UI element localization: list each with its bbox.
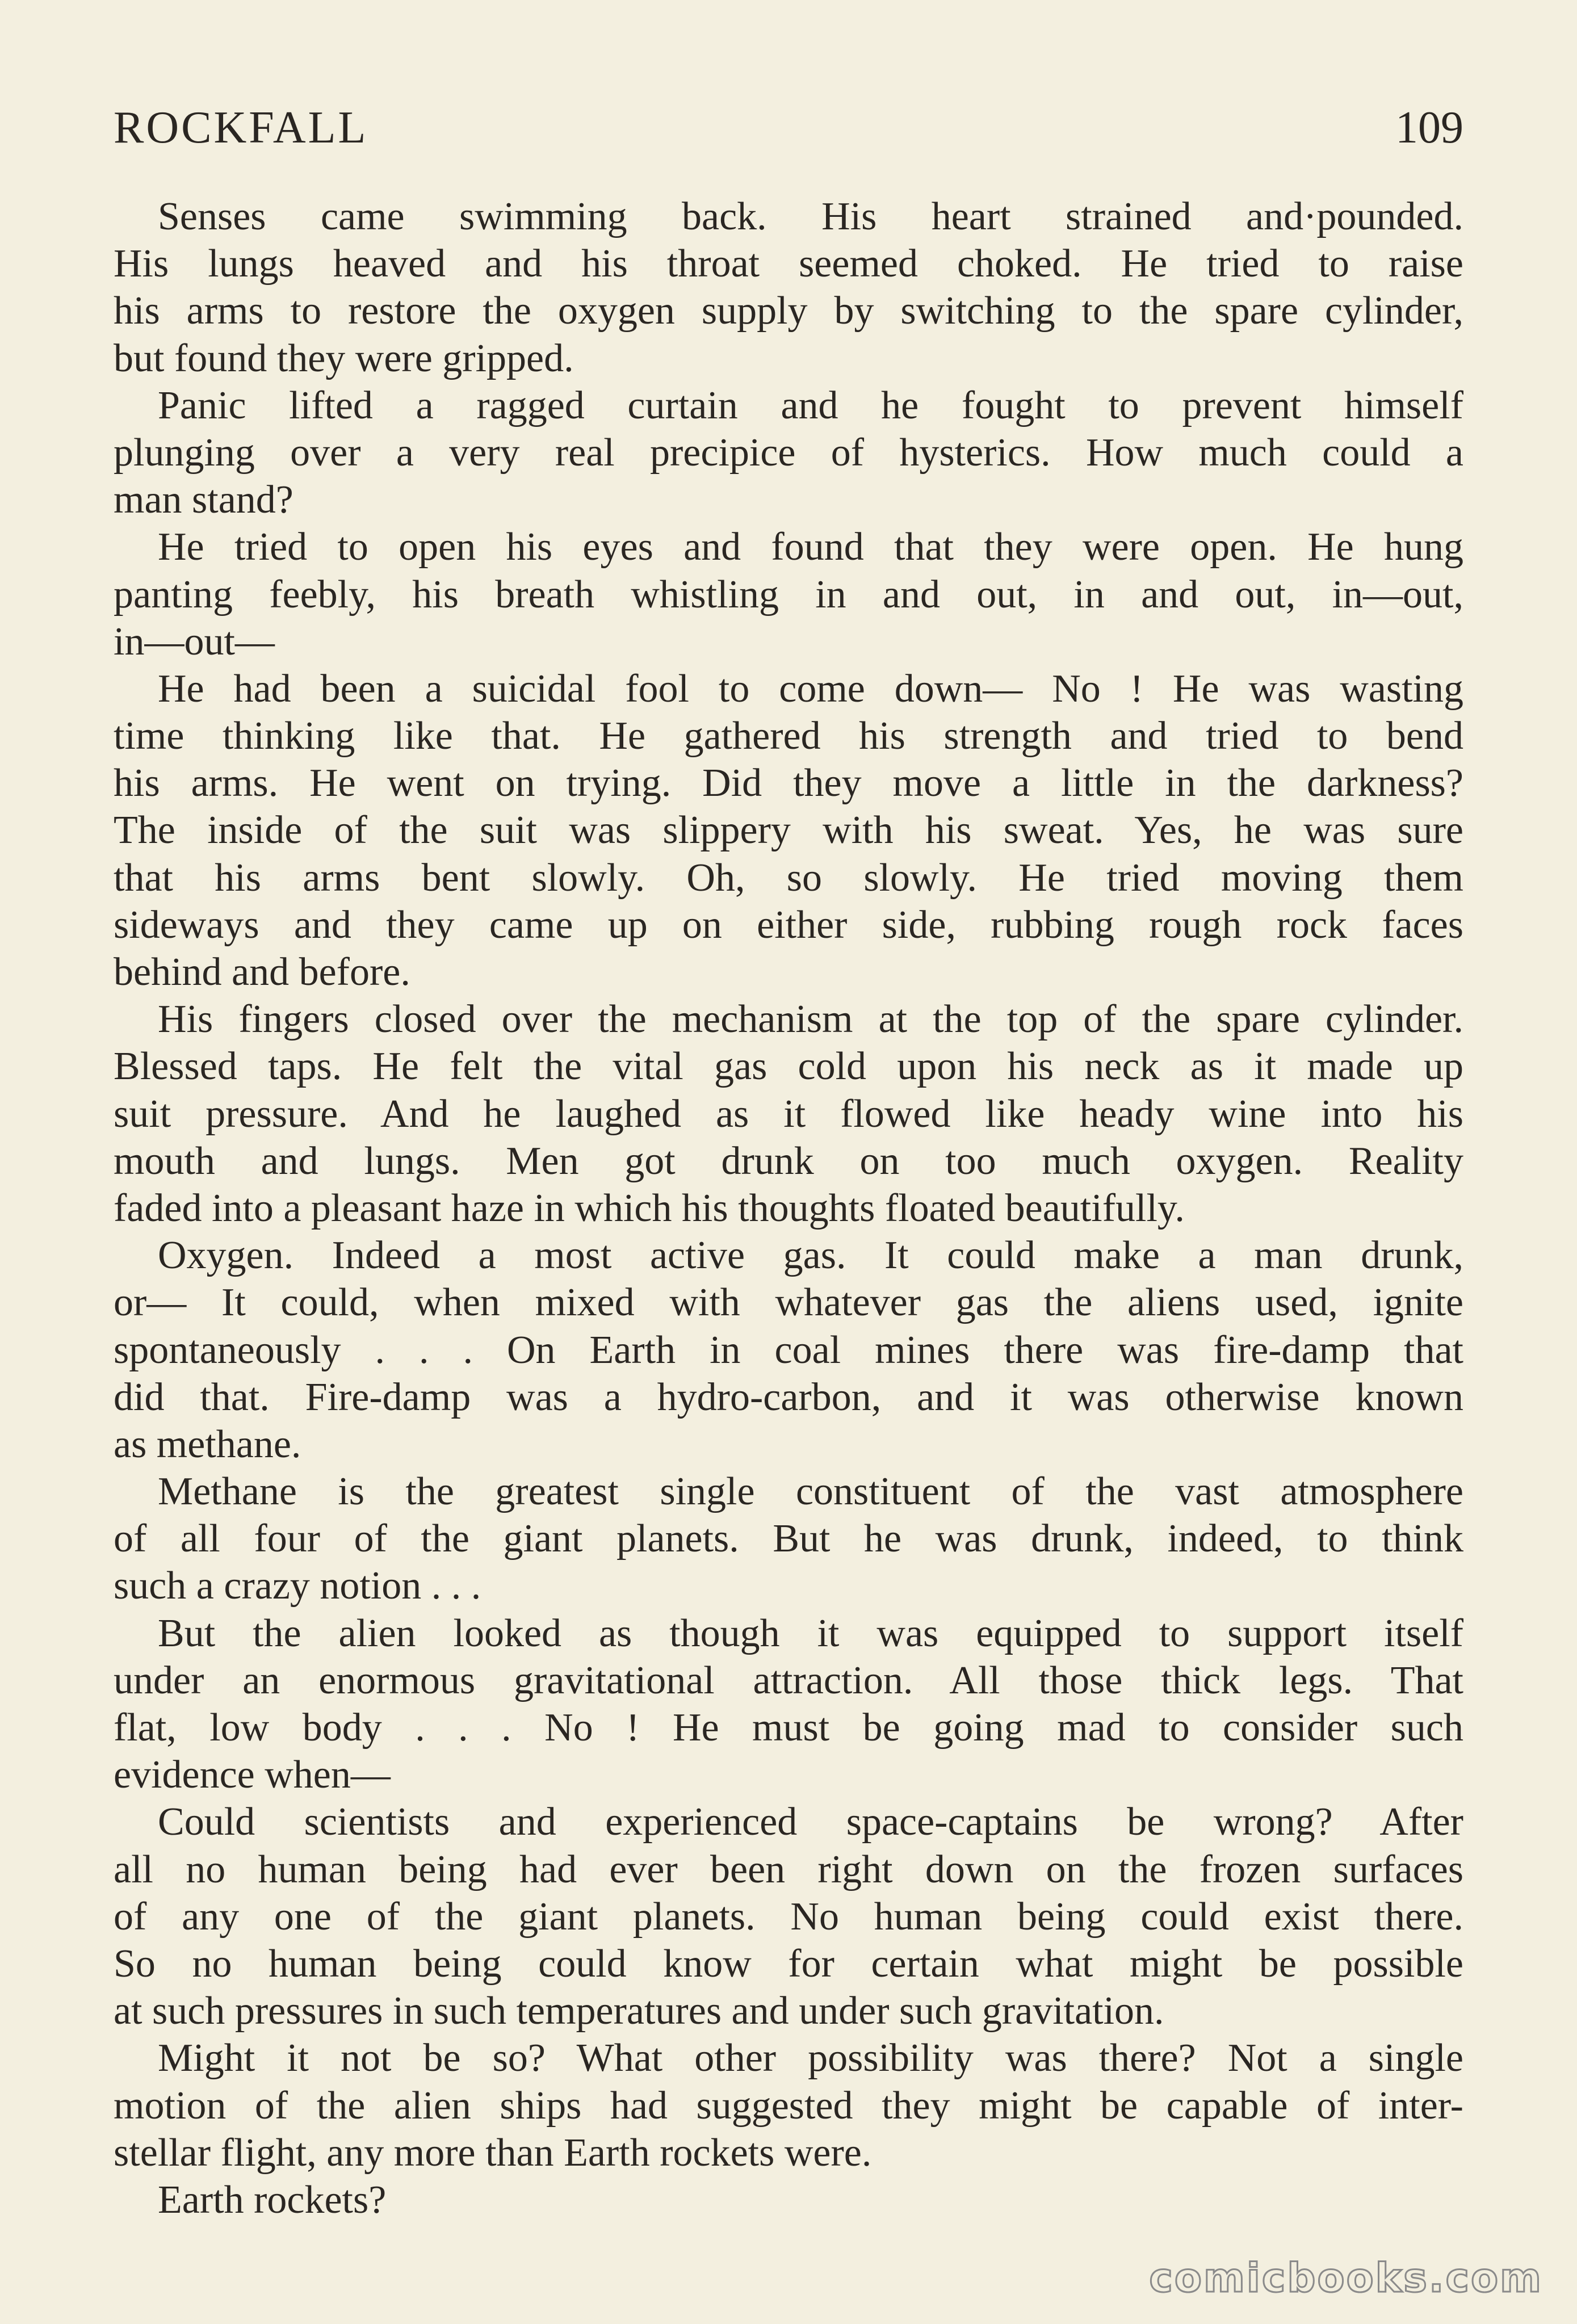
- text-line: stellar flight, any more than Earth rockets were.: [114, 2130, 872, 2175]
- text-line: His fingers closed over the mechanism at the top of the spare cylinder.: [158, 997, 1463, 1042]
- text-line: at such pressures in such temperatures and under such gravitation.: [114, 1989, 1164, 2033]
- text-line: in—out—: [114, 619, 275, 664]
- text-line: of all four of the giant planets. But he was drunk, indeed, to think: [114, 1517, 1463, 1561]
- text-line: or— It could, when mixed with whatever gas the aliens used, ignite: [114, 1281, 1463, 1325]
- text-line: suit pressure. And he laughed as it flowed like heady wine into his: [114, 1092, 1463, 1136]
- text-line: panting feebly, his breath whistling in and out, in and out, in—out,: [114, 572, 1463, 616]
- text-line: faded into a pleasant haze in which his thoughts floated beautifully.: [114, 1186, 1185, 1230]
- text-line: He tried to open his eyes and found that they were open. He hung: [158, 525, 1463, 569]
- text-line: Oxygen. Indeed a most active gas. It could make a man drunk,: [158, 1234, 1463, 1278]
- text-line: sideways and they came up on either side, rubbing rough rock faces: [114, 903, 1463, 947]
- text-line: under an enormous gravitational attraction. All those thick legs. That: [114, 1658, 1463, 1702]
- text-line: His lungs heaved and his throat seemed choked. He tried to raise: [114, 242, 1463, 286]
- text-line: Blessed taps. He felt the vital gas cold upon his neck as it made up: [114, 1044, 1463, 1089]
- text-line: Might it not be so? What other possibility was there? Not a single: [158, 2036, 1463, 2080]
- text-line: behind and before.: [114, 950, 410, 994]
- text-line: Panic lifted a ragged curtain and he fought to prevent himself: [158, 383, 1463, 427]
- running-head: [114, 97, 1463, 159]
- text-line: Could scientists and experienced space-captains be wrong? After: [158, 1800, 1463, 1844]
- text-line: man stand?: [114, 478, 293, 522]
- text-line: Senses came swimming back. His heart strained and·pounded.: [158, 195, 1463, 238]
- text-line: as methane.: [114, 1422, 301, 1466]
- running-title: ROCKFALL: [114, 103, 368, 153]
- text-line: motion of the alien ships had suggested they might be capable of inter-: [114, 2083, 1463, 2128]
- text-line: He had been a suicidal fool to come down— No ! He was wasting: [158, 666, 1463, 711]
- text-line: time thinking like that. He gathered his strength and tried to bend: [114, 714, 1463, 758]
- body-text: [114, 193, 1463, 2224]
- text-line: of any one of the giant planets. No human being could exist there.: [114, 1894, 1463, 1939]
- text-line: evidence when—: [114, 1753, 391, 1797]
- text-line: his arms. He went on trying. Did they move a little in the darkness?: [114, 761, 1463, 806]
- text-line: So no human being could know for certain what might be possible: [114, 1941, 1463, 1986]
- text-line: flat, low body . . . No ! He must be going mad to consider such: [114, 1706, 1463, 1750]
- text-line: But the alien looked as though it was equipped to support itself: [158, 1611, 1463, 1655]
- page-number: 109: [1395, 103, 1463, 153]
- text-line: mouth and lungs. Men got drunk on too much oxygen. Reality: [114, 1139, 1463, 1183]
- watermark: comicbooks.com: [1149, 2255, 1543, 2301]
- text-line: spontaneously . . . On Earth in coal mines there was fire-damp that: [114, 1328, 1463, 1372]
- text-line: Methane is the greatest single constituent of the vast atmosphere: [158, 1470, 1463, 1514]
- text-line: all no human being had ever been right down on the frozen surfaces: [114, 1847, 1463, 1891]
- text-line: Earth rockets?: [158, 2178, 387, 2222]
- text-line: his arms to restore the oxygen supply by switching to the spare cylinder,: [114, 289, 1463, 333]
- text-line: The inside of the suit was slippery with his sweat. Yes, he was sure: [114, 808, 1463, 853]
- text-line: but found they were gripped.: [114, 336, 574, 380]
- text-line: such a crazy notion . . .: [114, 1564, 481, 1608]
- text-line: that his arms bent slowly. Oh, so slowly. He tried moving them: [114, 855, 1463, 900]
- text-line: did that. Fire-damp was a hydro-carbon, and it was otherwise known: [114, 1375, 1463, 1419]
- text-line: plunging over a very real precipice of hysterics. How much could a: [114, 430, 1463, 475]
